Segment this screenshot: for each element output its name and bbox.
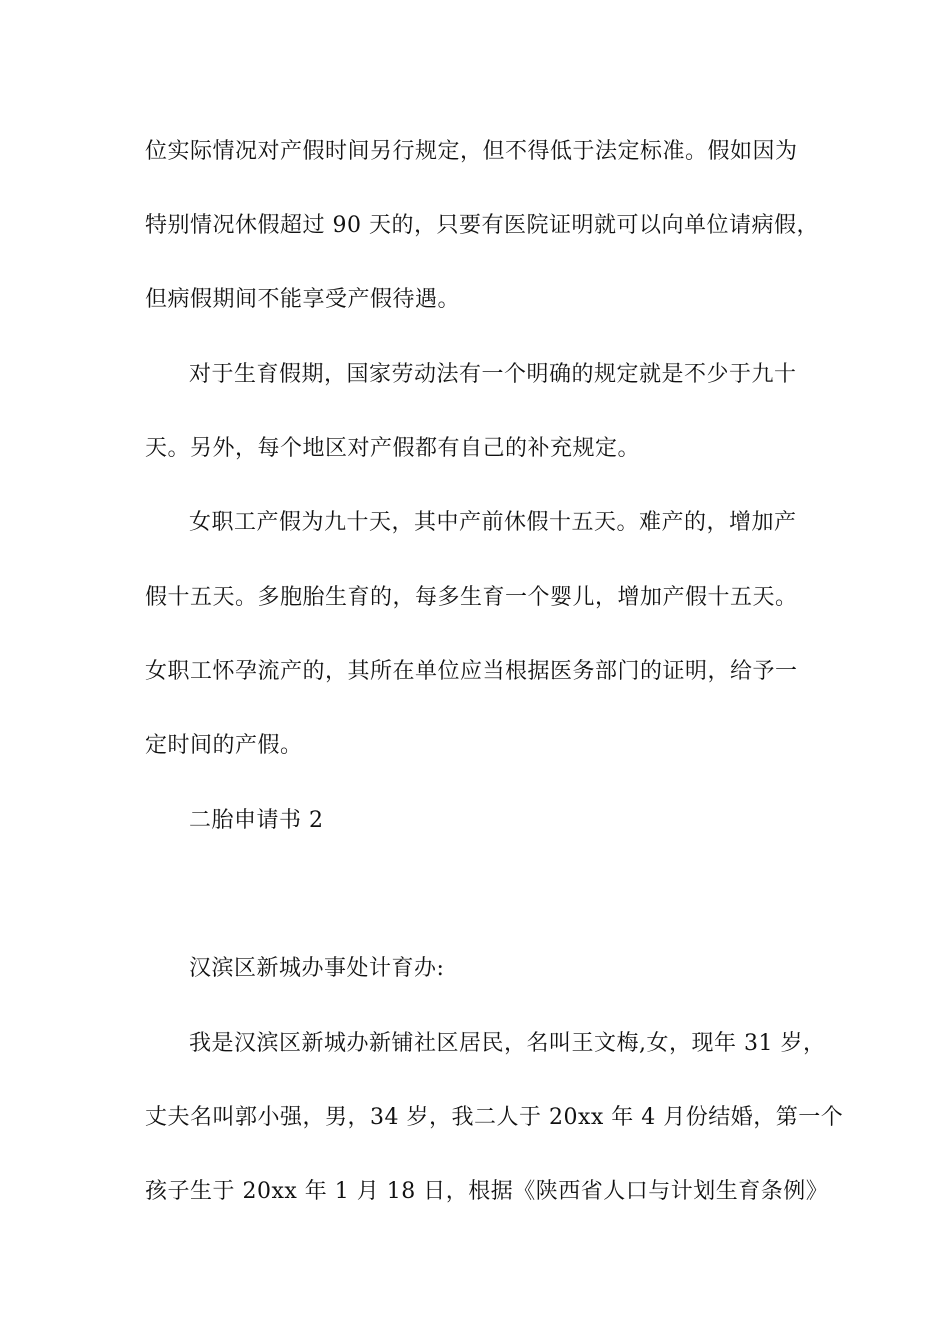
paragraph-line: 女职工怀孕流产的，其所在单位应当根据医务部门的证明，给予一 bbox=[145, 659, 798, 684]
paragraph-line: 假十五天。多胞胎生育的，每多生育一个婴儿，增加产假十五天。 bbox=[145, 585, 798, 610]
section-heading: 二胎申请书 2 bbox=[189, 808, 324, 833]
paragraph-line: 对于生育假期，国家劳动法有一个明确的规定就是不少于九十 bbox=[189, 362, 797, 387]
paragraph-line: 丈夫名叫郭小强，男，34 岁，我二人于 20xx 年 4 月份结婚，第一个 bbox=[145, 1105, 844, 1130]
paragraph-line: 位实际情况对产假时间另行规定，但不得低于法定标准。假如因为 bbox=[145, 139, 798, 164]
paragraph-line: 孩子生于 20xx 年 1 月 18 日，根据《陕西省人口与计划生育条例》 bbox=[145, 1179, 829, 1204]
paragraph-line: 特别情况休假超过 90 天的，只要有医院证明就可以向单位请病假， bbox=[145, 213, 819, 238]
paragraph-line: 我是汉滨区新城办新铺社区居民，名叫王文梅,女，现年 31 岁， bbox=[189, 1031, 826, 1056]
paragraph-line: 天。另外，每个地区对产假都有自己的补充规定。 bbox=[145, 436, 641, 461]
paragraph-line: 但病假期间不能享受产假待遇。 bbox=[145, 287, 461, 312]
letter-salutation: 汉滨区新城办事处计育办: bbox=[189, 956, 445, 981]
paragraph-line: 定时间的产假。 bbox=[145, 733, 303, 758]
paragraph-line: 女职工产假为九十天，其中产前休假十五天。难产的，增加产 bbox=[189, 510, 797, 535]
